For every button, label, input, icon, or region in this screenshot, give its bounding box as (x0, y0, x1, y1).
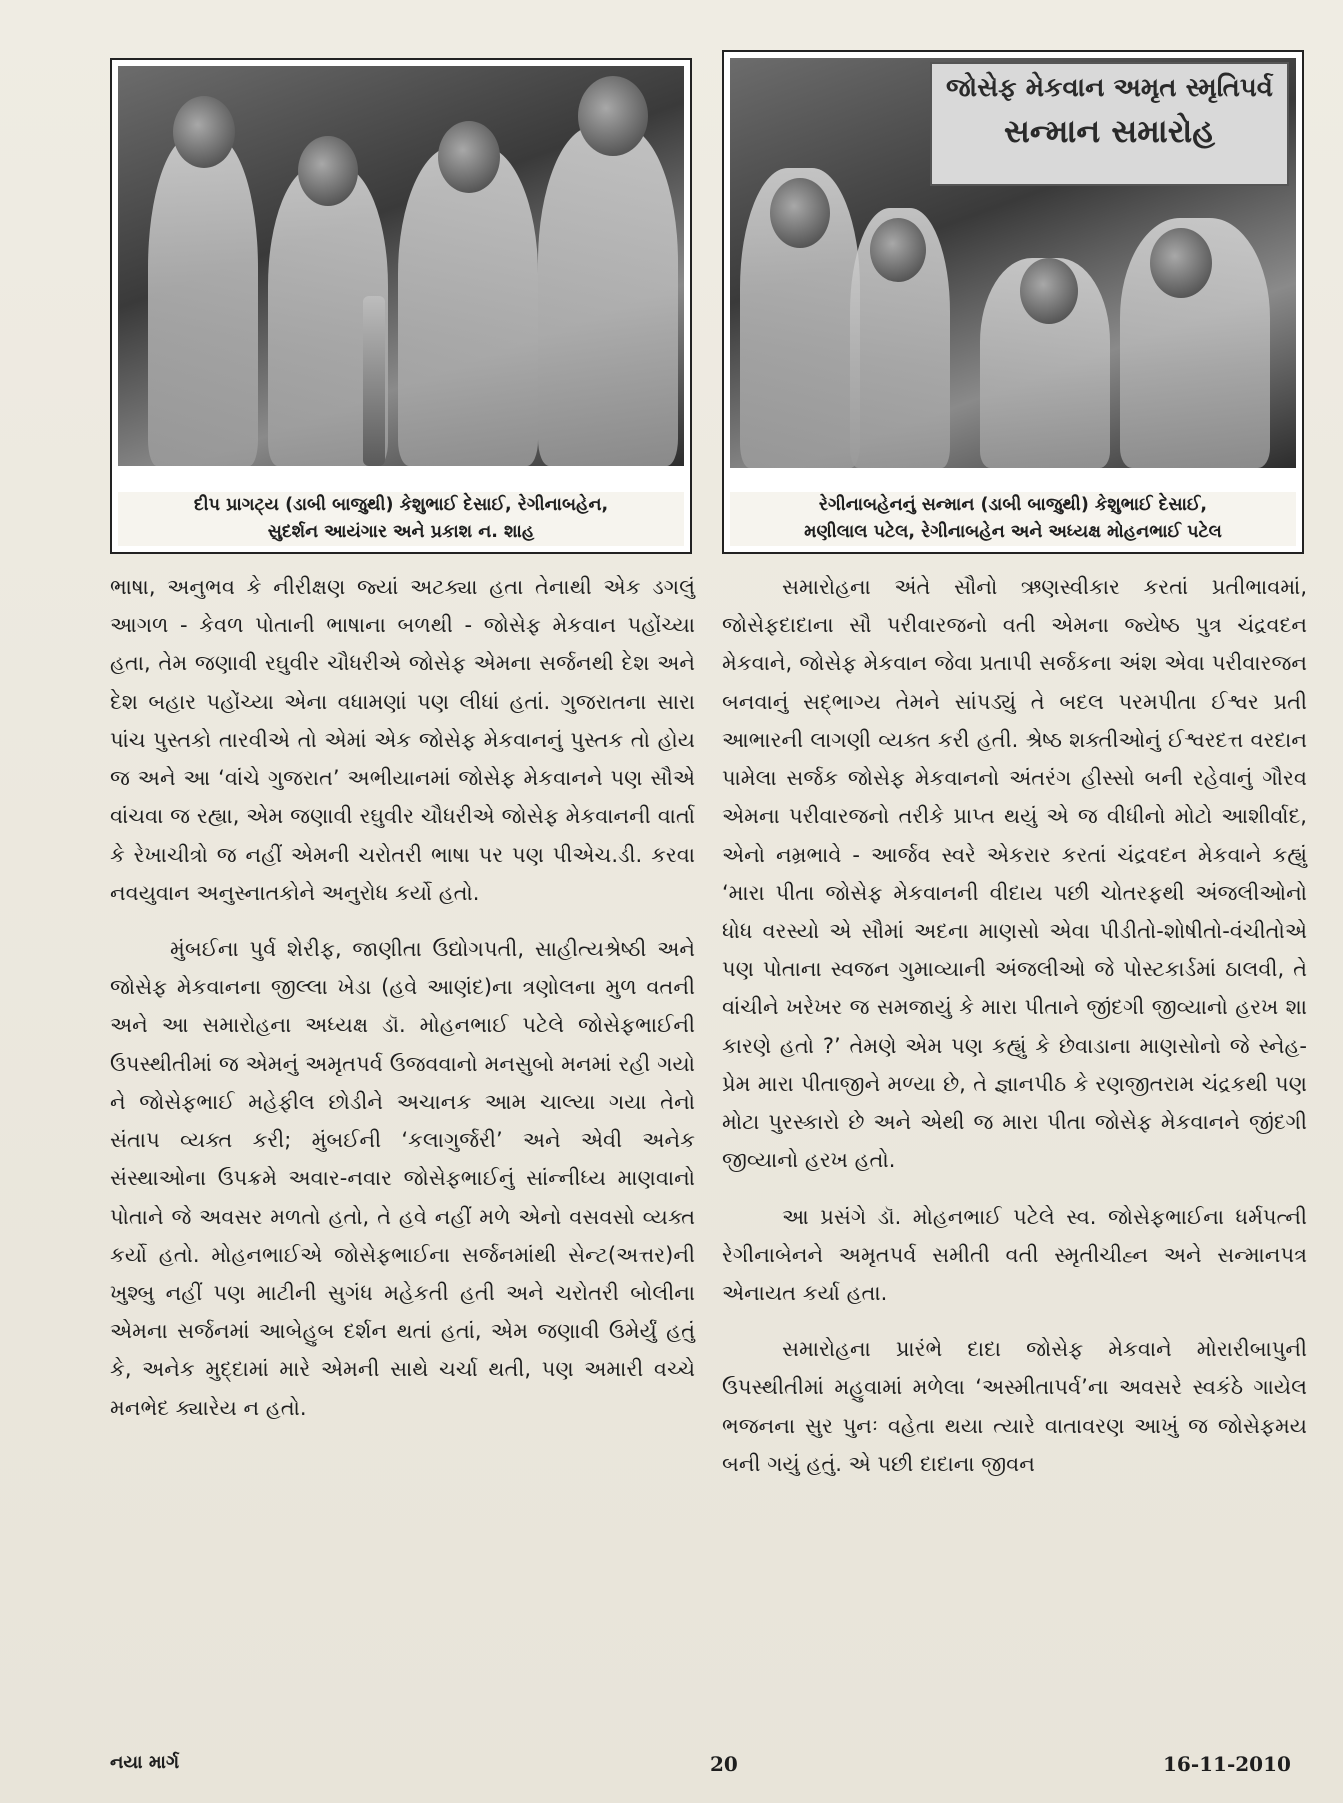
paragraph: ભાષા, અનુભવ કે નીરીક્ષણ જ્યાં અટક્યા હતા તેનાથી એક ડગલું આગળ - કેવળ પોતાની ભાષાના બળથી - જોસેફ મેકવાન પહોંચ્યા હતા, તેમ જણાવી રઘુવીર ચૌધરીએ જોસેફ એમના સર્જનથી દેશ અને દેશ બહાર પહોંચ્યા એના વધામણાં પણ લીધાં હતાં. ગુજરાતના સારા પાંચ પુસ્તકો તારવીએ તો એમાં એક જોસેફ મેકવાનનું પુસ્તક તો હોય જ અને આ ‘વાંચે ગુજરાત’ અભીયાનમાં જોસેફ મેકવાનને પણ સૌએ વાંચવા જ રહ્યા, એમ જણાવી રઘુવીર ચૌધરીએ જોસેફ મેકવાનની વાર્તા કે રેખાચીત્રો જ નહીં એમની ચરોતરી ભાષા પર પણ પીએચ.ડી. કરવા નવયુવાન અનુસ્નાતકોને અનુરોધ કર્યો હતો. (110, 575, 695, 905)
photo-block-felicitation (722, 50, 1304, 554)
publication-date: 16-11-2010 (1163, 1752, 1291, 1776)
paragraph: આ પ્રસંગે ડૉ. મોહનભાઈ પટેલે સ્વ. જોસેફભાઈના ધર્મપત્ની રેગીનાબેનને અમૃતપર્વ સમીતી વતી સ્મૃતીચીહ્ન અને સન્માનપત્ર એનાયત કર્યા હતા. (722, 1204, 1307, 1305)
banner-line: સન્માન સમારોહ (1003, 111, 1215, 150)
caption-line: રેગીનાબહેનનું સન્માન (ડાબી બાજુથી) કેશુભાઈ દેસાઈ, (818, 494, 1208, 515)
banner-line: જોસેફ મેકવાન અમૃત સ્મૃતિપર્વ (946, 73, 1273, 103)
photo-lamp-lighting (118, 66, 684, 466)
event-banner (930, 62, 1289, 186)
photo-felicitation (730, 58, 1296, 468)
photo-caption-right (730, 492, 1296, 546)
page-number: 20 (710, 1752, 738, 1776)
paragraph: મુંબઈના પુર્વ શેરીફ, જાણીતા ઉદ્યોગપતી, સાહીત્યશ્રેષ્ઠી અને જોસેફ મેકવાનના જીલ્લા ખેડા (હવે આણંદ)ના ત્રણોલના મુળ વતની અને આ સમારોહના અધ્યક્ષ ડૉ. મોહનભાઈ પટેલે જોસેફભાઈની ઉપસ્થીતીમાં જ એમનું અમૃતપર્વ ઉજવવાનો મનસુબો મનમાં રહી ગયો ને જોસેફભાઈ મહેફીલ છોડીને અચાનક આમ ચાલ્યા ગયા તેનો સંતાપ વ્યક્ત કરી; મુંબઈની ‘કલાગુર્જરી’ અને એવી અનેક સંસ્થાઓના ઉપક્રમે અવાર-નવાર જોસેફભાઈનું સાંન્નીધ્ય માણવાનો પોતાને જે અવસર મળતો હતો, તે હવે નહીં મળે એનો વસવસો વ્યક્ત કર્યો હતો. મોહનભાઈએ જોસેફભાઈના સર્જનમાંથી સેન્ટ(અત્તર)ની ખુશ્બુ નહીં પણ માટીની સુગંધ મહેકતી હતી અને ચરોતરી બોલીના એમના સર્જનમાં આબેહુબ દર્શન થતાં હતાં, એમ જણાવી ઉમેર્યું હતું કે, અનેક મુદ્દામાં મારે એમની સાથે ચર્ચા થતી, પણ અમારી વચ્ચે મનભેદ ક્યારેય ન હતો. (110, 936, 696, 1420)
right-text-column (722, 568, 1307, 1501)
photo-caption-left (118, 492, 684, 546)
left-text-column (110, 568, 695, 1445)
publication-name: નયા માર્ગ (110, 1752, 180, 1773)
caption-line: મણીલાલ પટેલ, રેગીનાબહેન અને અધ્યક્ષ મોહનભાઈ પટેલ (804, 521, 1222, 542)
caption-line: દીપ પ્રાગટ્ય (ડાબી બાજુથી) કેશુભાઈ દેસાઈ, રેગીનાબહેન, (193, 494, 609, 515)
photo-block-lamp-lighting (110, 58, 692, 554)
paragraph: સમારોહના પ્રારંભે દાદા જોસેફ મેકવાને મોરારીબાપુની ઉપસ્થીતીમાં મહુવામાં મળેલા ‘અસ્મીતાપર્વ’ના અવસરે સ્વકંઠે ગાયેલ ભજનના સુર પુનઃ વહેતા થયા ત્યારે વાતાવરણ આખું જ જોસેફમય બની ગયું હતું. એ પછી દાદાના જીવન (722, 1337, 1307, 1476)
paragraph: સમારોહના અંતે સૌનો ઋણસ્વીકાર કરતાં પ્રતીભાવમાં, જોસેફદાદાના સૌ પરીવારજનો વતી એમના જ્યેષ્ઠ પુત્ર ચંદ્રવદન મેકવાને, જોસેફ મેકવાન જેવા પ્રતાપી સર્જકના અંશ એવા પરીવારજન બનવાનું સદ્ભાગ્ય તેમને સાંપડ્યું તે બદલ પરમપીતા ઈશ્વર પ્રતી આભારની લાગણી વ્યક્ત કરી હતી. શ્રેષ્ઠ શક્તીઓનું ઈશ્વરદત્ત વરદાન પામેલા સર્જક જોસેફ મેકવાનનો અંતરંગ હીસ્સો બની રહેવાનું ગૌરવ એમના પરીવારજનો તરીકે પ્રાપ્ત થયું એ જ વીધીનો મોટો આશીર્વાદ, એનો નમ્રભાવે - આર્જવ સ્વરે એકરાર કરતાં ચંદ્રવદન મેકવાને કહ્યું ‘મારા પીતા જોસેફ મેકવાનની વીદાય પછી ચોતરફથી અંજલીઓનો ધોધ વરસ્યો એ સૌમાં અદના માણસો એવા પીડીતો-શોષીતો-વંચીતોએ પણ પોતાના સ્વજન ગુમાવ્યાની અંજલીઓ જે પોસ્ટકાર્ડમાં ઠાલવી, તે વાંચીને ખરેખર જ સમજાયું કે મારા પીતાને જીંદગી જીવ્યાનો હરખ શા કારણે હતો ?’ તેમણે એમ પણ કહ્યું કે છેવાડાના માણસોનો જે સ્નેહ-પ્રેમ મારા પીતાજીને મળ્યા છે, તે જ્ઞાનપીઠ કે રણજીતરામ ચંદ્રકથી પણ મોટા પુરસ્કારો છે અને એથી જ મારા પીતા જોસેફ મેકવાનને જીંદગી જીવ્યાનો હરખ હતો. (722, 575, 1307, 1173)
caption-line: સુદર્શન આયંગાર અને પ્રકાશ ન. શાહ (267, 521, 535, 542)
